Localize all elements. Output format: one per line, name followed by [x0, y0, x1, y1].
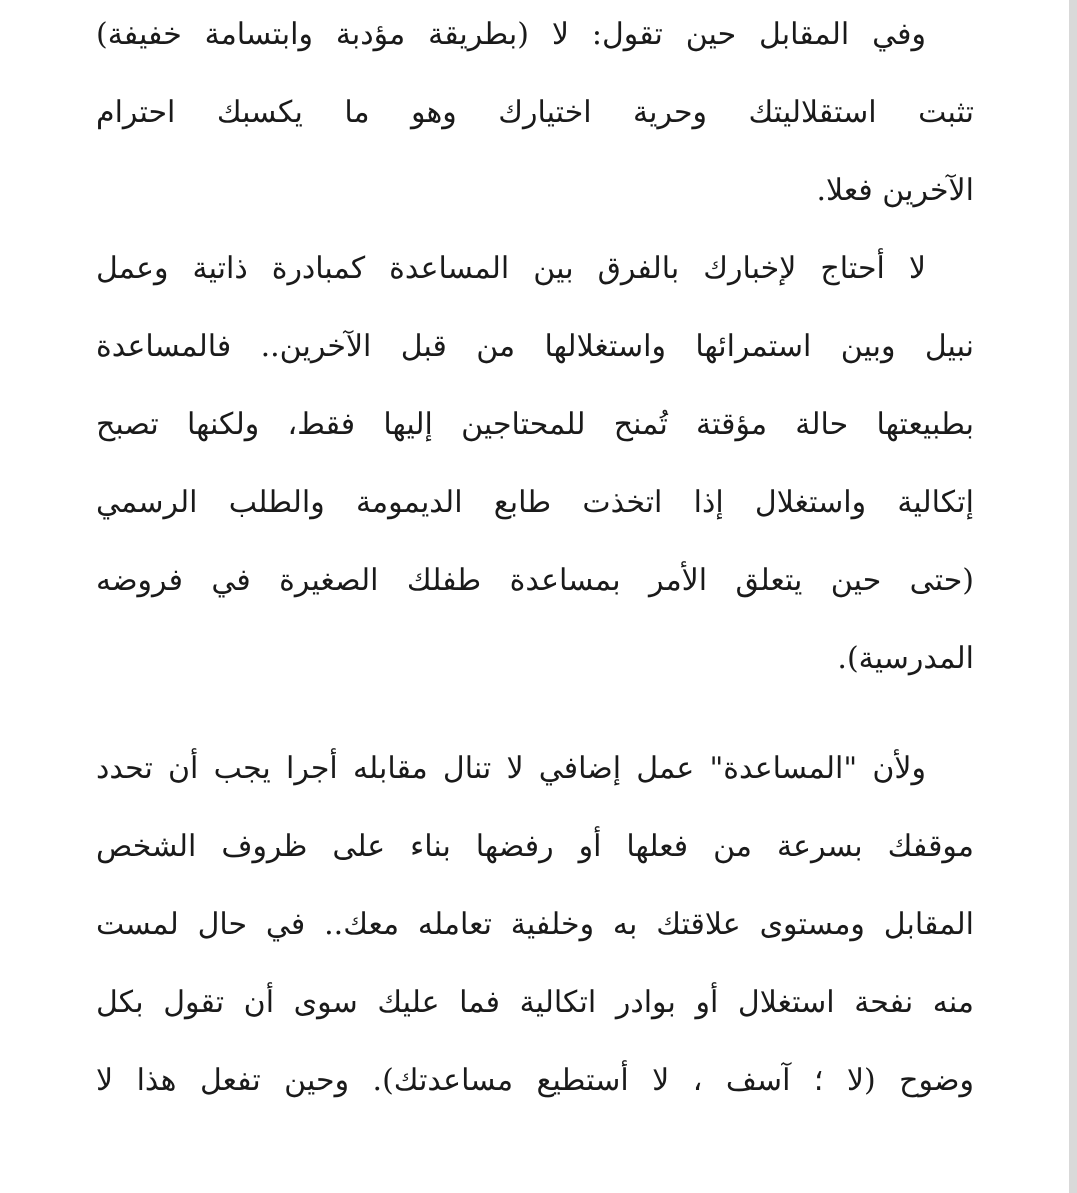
book-page: [96, 0, 974, 1193]
paragraph-1-line-1: وفي المقابل حين تقول: لا (بطريقة مؤدبة وابتسامة خفيفة): [96, 17, 926, 52]
paragraph-2-line-1: لا أحتاج لإخبارك بالفرق بين المساعدة كمبادرة ذاتية وعمل: [96, 251, 926, 286]
paragraph-3-line-4: منه نفحة استغلال أو بوادر اتكالية فما عليك سوى أن تقول بكل: [96, 985, 974, 1020]
paragraph-2-line-5: (حتى حين يتعلق الأمر بمساعدة طفلك الصغيرة في فروضه: [96, 563, 974, 598]
paragraph-3-line-3: المقابل ومستوى علاقتك به وخلفية تعامله معك.. في حال لمست: [96, 907, 974, 942]
paragraph-2-line-6: المدرسية).: [837, 641, 974, 676]
paragraph-2-line-3: بطبيعتها حالة مؤقتة تُمنح للمحتاجين إليها فقط، ولكنها تصبح: [96, 407, 974, 442]
paragraph-3-line-1: ولأن "المساعدة" عمل إضافي لا تنال مقابله أجرا يجب أن تحدد: [96, 751, 926, 786]
page-edge-shadow: [1069, 0, 1077, 1193]
paragraph-3-line-5: وضوح (لا ؛ آسف ، لا أستطيع مساعدتك). وحين تفعل هذا لا: [96, 1063, 974, 1098]
paragraph-2-line-2: نبيل وبين استمرائها واستغلالها من قبل الآخرين.. فالمساعدة: [96, 329, 974, 364]
paragraph-1-line-2: تثبت استقلاليتك وحرية اختيارك وهو ما يكسبك احترام: [96, 95, 974, 130]
paragraph-2-line-4: إتكالية واستغلال إذا اتخذت طابع الديمومة والطلب الرسمي: [96, 485, 974, 520]
paragraph-1-line-3: الآخرين فعلا.: [816, 173, 974, 208]
paragraph-3-line-2: موقفك بسرعة من فعلها أو رفضها بناء على ظروف الشخص: [96, 829, 974, 864]
